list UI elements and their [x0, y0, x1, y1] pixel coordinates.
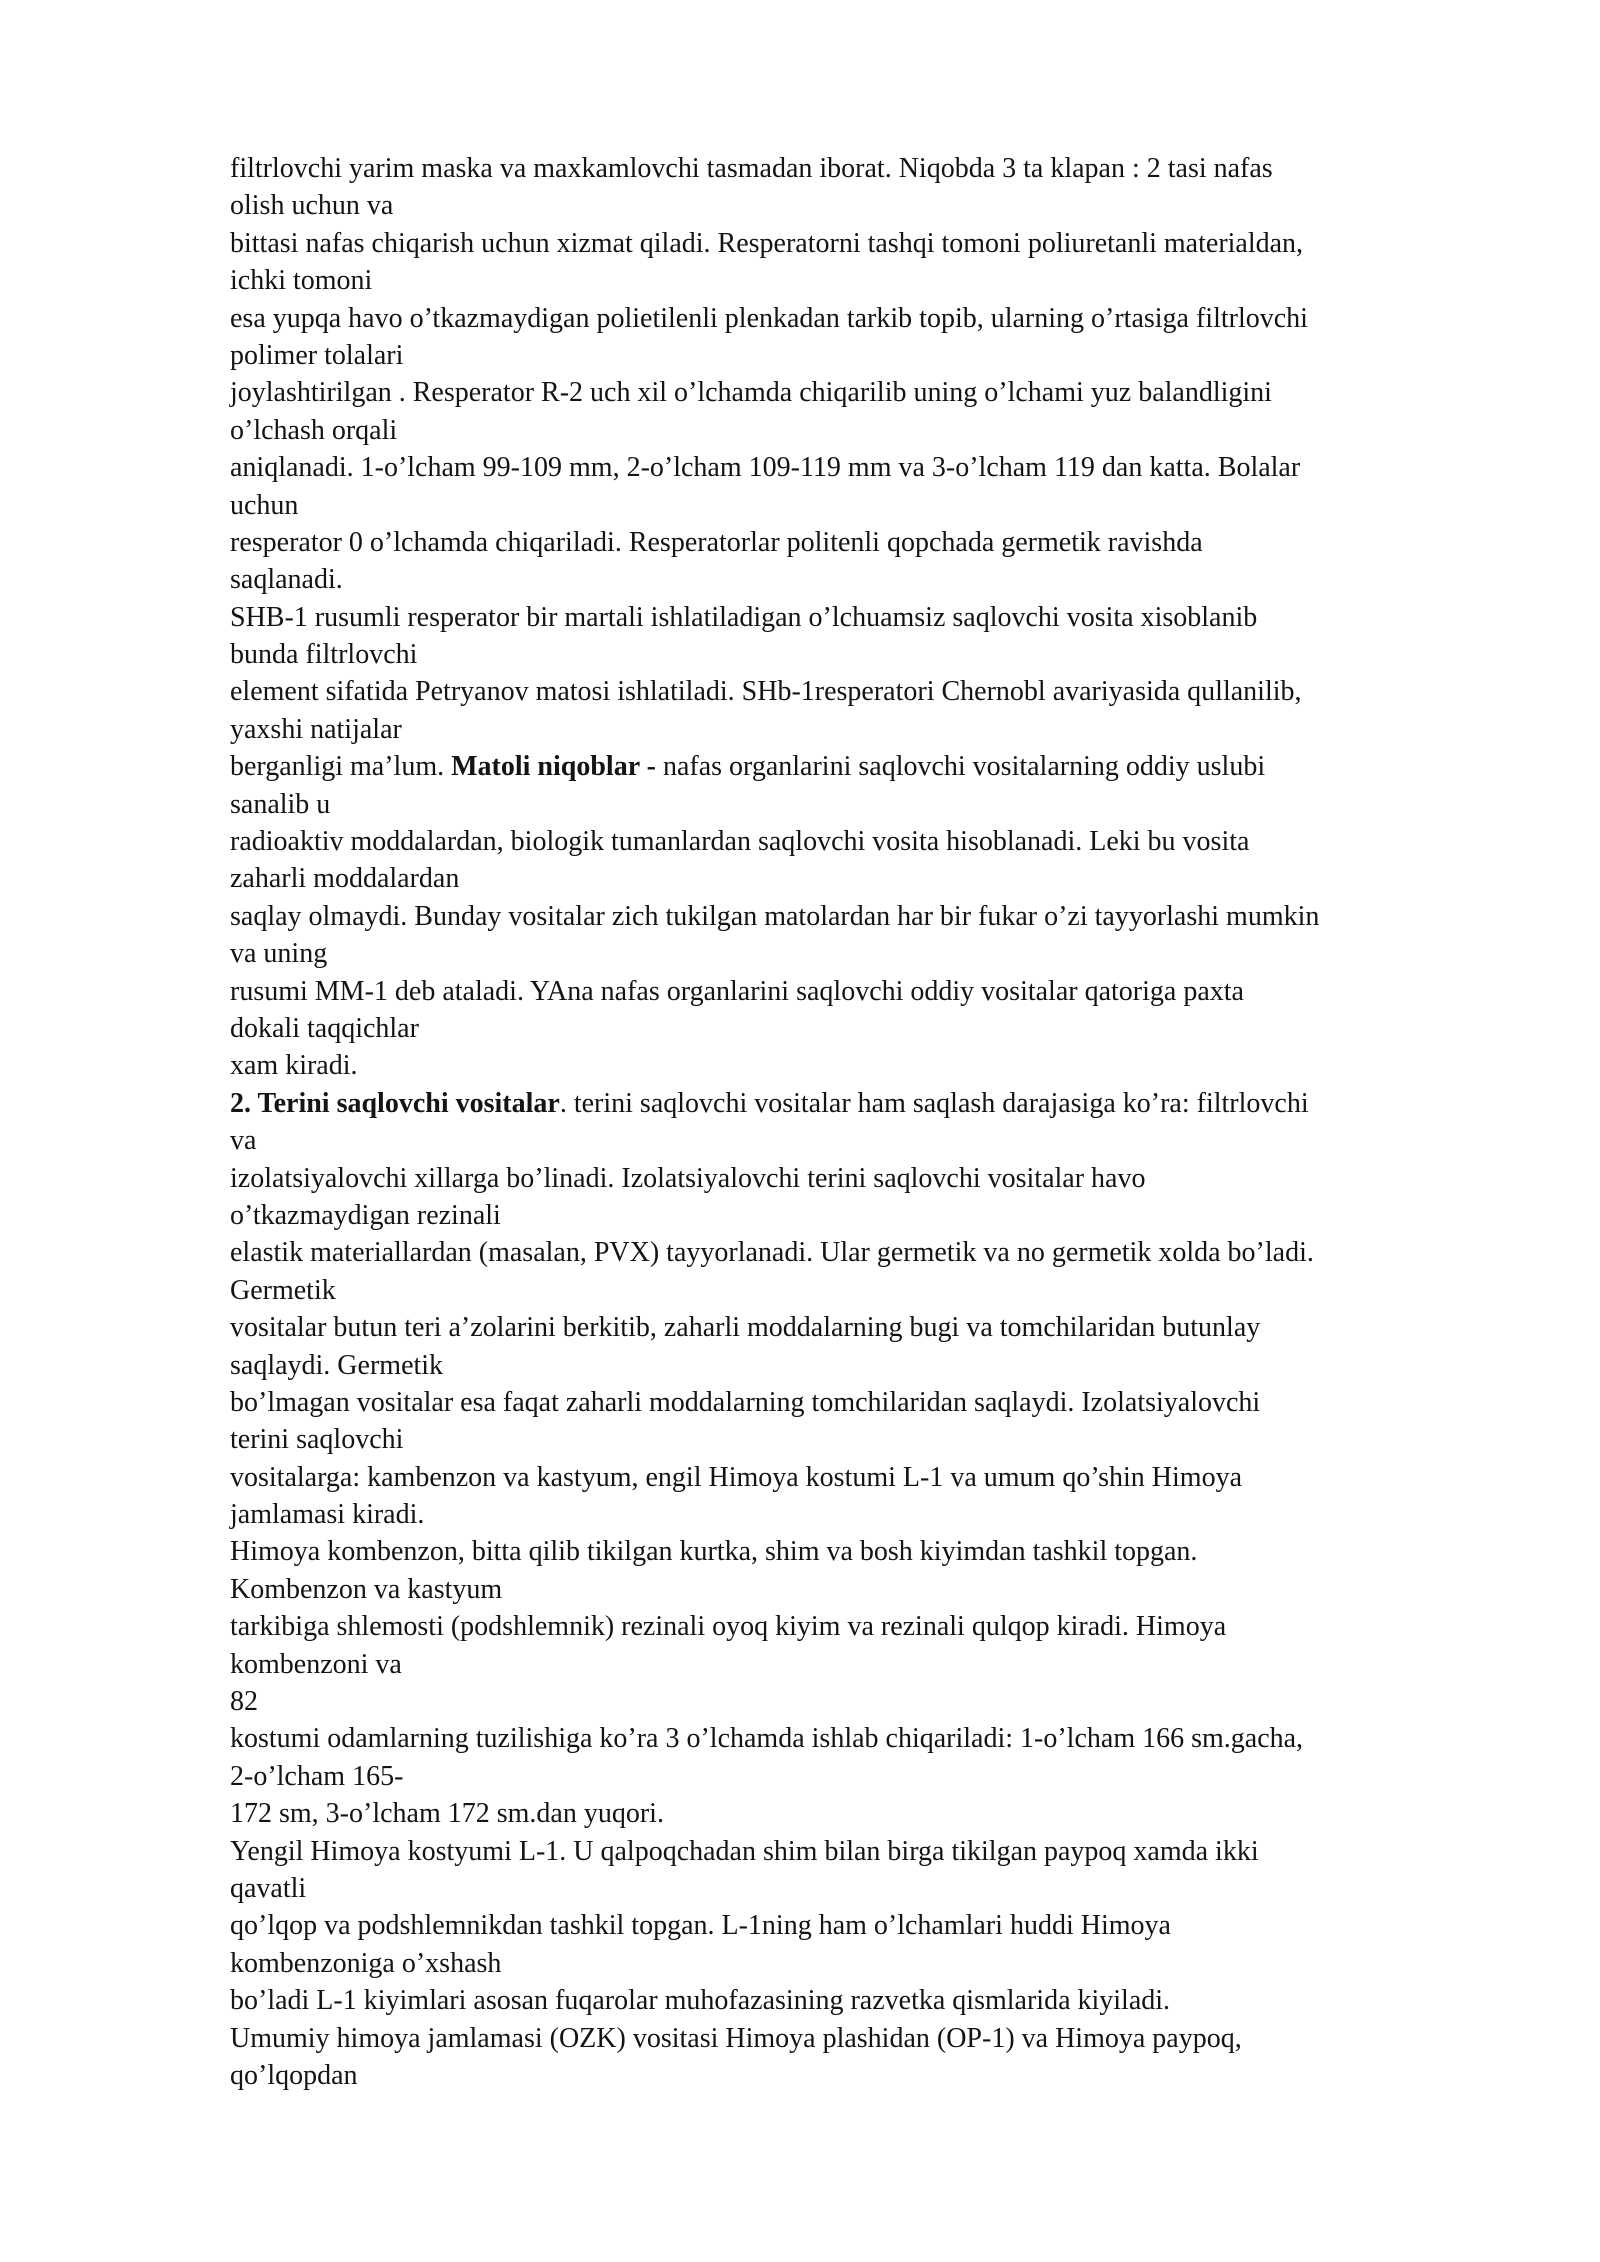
text-line [230, 935, 1530, 972]
text-line [230, 487, 1530, 524]
text-line [230, 225, 1530, 262]
text-segment: izolatsiyalovchi xillarga bo’linadi. Izolatsiyalovchi terini saqlovchi vositalar havo [230, 1162, 1146, 1194]
text-line [230, 673, 1530, 710]
text-segment: . terini saqlovchi vositalar ham saqlash darajasiga ko’ra: filtrlovchi [559, 1087, 1309, 1119]
text-line [230, 973, 1530, 1010]
text-segment: vositalarga: kambenzon va kastyum, engil Himoya kostumi L-1 va umum qo’shin Himoya [230, 1461, 1242, 1493]
text-segment: bo’ladi L-1 kiyimlari asosan fuqarolar muhofazasining razvetka qismlarida kiyiladi. [230, 1985, 1171, 2017]
text-segment: kombenzoni va [230, 1648, 402, 1680]
document-body-text [230, 150, 1530, 2094]
text-line [230, 1608, 1530, 1645]
text-segment: qavatli [230, 1872, 307, 1904]
text-line [230, 150, 1530, 187]
text-line [230, 1795, 1530, 1832]
text-segment: bunda filtrlovchi [230, 639, 418, 671]
text-line [230, 1907, 1530, 1944]
text-line [230, 1197, 1530, 1234]
text-segment: saqlay olmaydi. Bunday vositalar zich tukilgan matolardan har bir fukar o’zi tayyorlashi mumkin [230, 900, 1320, 932]
text-line [230, 823, 1530, 860]
text-segment: va [230, 1125, 257, 1157]
text-line [230, 599, 1530, 636]
text-line [230, 898, 1530, 935]
text-segment: tarkibiga shlemosti (podshlemnik) rezinali oyoq kiyim va rezinali qulqop kiradi. Himoya [230, 1611, 1227, 1643]
text-line [230, 2057, 1530, 2094]
text-line [230, 1683, 1530, 1720]
text-segment: resperator 0 o’lchamda chiqariladi. Resperatorlar politenli qopchada germetik ravishda [230, 526, 1203, 558]
text-segment: polimer tolalari [230, 339, 404, 371]
text-line [230, 187, 1530, 224]
text-line [230, 1833, 1530, 1870]
text-line [230, 1085, 1530, 1122]
text-line [230, 1234, 1530, 1271]
text-segment: yaxshi natijalar [230, 713, 402, 745]
text-segment: kostumi odamlarning tuzilishiga ko’ra 3 o’lchamda ishlab chiqariladi: 1-o’lcham 166 sm.gacha, [230, 1723, 1304, 1755]
text-line [230, 300, 1530, 337]
text-line [230, 524, 1530, 561]
text-line [230, 1870, 1530, 1907]
text-segment: filtrlovchi yarim maska va maxkamlovchi tasmadan iborat. Niqobda 3 ta klapan : 2 tasi nafas [230, 153, 1273, 184]
text-line [230, 1272, 1530, 1309]
text-segment: kombenzoniga o’xshash [230, 1947, 502, 1979]
text-line [230, 1496, 1530, 1533]
text-segment: 2-o’lcham 165- [230, 1760, 404, 1792]
text-line [230, 786, 1530, 823]
text-segment: Yengil Himoya kostyumi L-1. U qalpoqchadan shim bilan birga tikilgan paypoq xamda ikki [230, 1835, 1259, 1867]
text-segment: jamlamasi kiradi. [230, 1499, 425, 1531]
text-line [230, 412, 1530, 449]
text-segment: element sifatida Petryanov matosi ishlatiladi. SHb-1resperatori Chernobl avariyasida qullanilib, [230, 676, 1302, 708]
text-segment: zaharli moddalardan [230, 863, 460, 895]
text-segment: o’lchash orqali [230, 414, 398, 446]
text-segment: esa yupqa havo o’tkazmaydigan polietilenli plenkadan tarkib topib, ularning o’rtasiga filtrlovchi [230, 302, 1308, 334]
text-segment: ichki tomoni [230, 265, 373, 297]
text-line [230, 1646, 1530, 1683]
text-line [230, 262, 1530, 299]
text-segment: sanalib u [230, 788, 331, 820]
text-segment: nafas organlarini saqlovchi vositalarning oddiy uslubi [655, 751, 1266, 783]
text-line [230, 1421, 1530, 1458]
text-segment: elastik materiallardan (masalan, PVX) tayyorlanadi. Ular germetik va no germetik xolda bo’ladi. [230, 1237, 1314, 1269]
text-segment: bo’lmagan vositalar esa faqat zaharli moddalarning tomchilaridan saqlaydi. Izolatsiyalovchi [230, 1386, 1261, 1418]
text-segment: radioaktiv moddalardan, biologik tumanlardan saqlovchi vosita hisoblanadi. Leki bu vosita [230, 826, 1250, 858]
text-line [230, 561, 1530, 598]
text-segment: joylashtirilgan . Resperator R-2 uch xil o’lchamda chiqarilib uning o’lchami yuz balandligini [230, 377, 1272, 409]
text-line [230, 1309, 1530, 1346]
text-segment: xam kiradi. [230, 1050, 358, 1082]
text-segment: berganligi ma’lum. [230, 751, 452, 783]
text-segment: SHB-1 rusumli resperator bir martali ishlatiladigan o’lchuamsiz saqlovchi vosita xisoblanib [230, 601, 1258, 633]
text-segment: rusumi MM-1 deb ataladi. YAna nafas organlarini saqlovchi oddiy vositalar qatoriga paxta [230, 975, 1244, 1007]
text-line [230, 860, 1530, 897]
text-line [230, 636, 1530, 673]
text-line [230, 1347, 1530, 1384]
text-segment: vositalar butun teri a’zolarini berkitib, zaharli moddalarning bugi va tomchilaridan butunlay [230, 1312, 1261, 1344]
text-line [230, 1758, 1530, 1795]
text-line [230, 1160, 1530, 1197]
text-line [230, 1047, 1530, 1084]
text-segment: qo’lqop va podshlemnikdan tashkil topgan. L-1ning ham o’lchamlari huddi Himoya [230, 1910, 1171, 1942]
text-segment: o’tkazmaydigan rezinali [230, 1199, 501, 1231]
text-line [230, 1982, 1530, 2019]
text-line [230, 374, 1530, 411]
bold-heading-text: 2. Terini saqlovchi vositalar [230, 1087, 560, 1119]
text-line [230, 449, 1530, 486]
text-segment: Kombenzon va kastyum [230, 1573, 503, 1605]
text-segment: uchun [230, 489, 299, 521]
text-segment: saqlaydi. Germetik [230, 1349, 444, 1381]
text-segment: va uning [230, 938, 328, 970]
text-line [230, 1459, 1530, 1496]
text-segment: qo’lqopdan [230, 2059, 358, 2091]
text-line [230, 1945, 1530, 1982]
text-line [230, 2020, 1530, 2057]
text-segment: saqlanadi. [230, 564, 343, 596]
text-segment: Umumiy himoya jamlamasi (OZK) vositasi Himoya plashidan (OP-1) va Himoya paypoq, [230, 2022, 1242, 2054]
text-segment: 172 sm, 3-o’lcham 172 sm.dan yuqori. [230, 1798, 664, 1830]
text-line [230, 1571, 1530, 1608]
text-segment: aniqlanadi. 1-o’lcham 99-109 mm, 2-o’lcham 109-119 mm va 3-o’lcham 119 dan katta. Bolalar [230, 452, 1301, 484]
text-line [230, 1010, 1530, 1047]
text-line [230, 337, 1530, 374]
text-line [230, 1533, 1530, 1570]
text-line [230, 1122, 1530, 1159]
text-segment: terini saqlovchi [230, 1424, 404, 1456]
text-segment: olish uchun va [230, 190, 394, 222]
text-segment: Germetik [230, 1274, 336, 1306]
text-line [230, 711, 1530, 748]
text-segment: dokali taqqichlar [230, 1012, 419, 1044]
text-line [230, 748, 1530, 785]
text-segment: bittasi nafas chiqarish uchun xizmat qiladi. Resperatorni tashqi tomoni poliuretanli materialdan, [230, 227, 1304, 259]
text-line [230, 1720, 1530, 1757]
text-line [230, 1384, 1530, 1421]
text-segment: Himoya kombenzon, bitta qilib tikilgan kurtka, shim va bosh kiyimdan tashkil topgan. [230, 1536, 1198, 1568]
text-segment: 82 [230, 1686, 258, 1718]
bold-heading-text: Matoli niqoblar - [451, 751, 656, 783]
